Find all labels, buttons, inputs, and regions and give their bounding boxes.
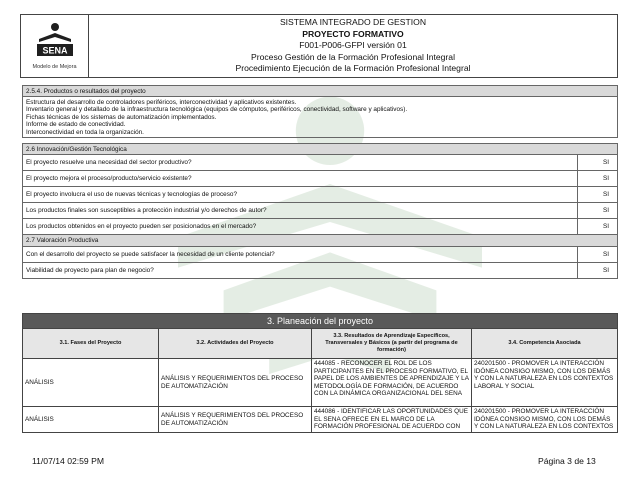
question-answer: SI [577, 155, 617, 170]
table-row [23, 406, 617, 432]
question-text: El proyecto involucra el uso de nuevas técnicas y tecnologías de proceso? [26, 191, 238, 198]
product-line: Interconectividad en toda la organización. [26, 128, 144, 136]
sena-logo-icon [35, 21, 75, 61]
section-innovation [22, 143, 618, 279]
cell-competence: 240201500 - PROMOVER LA INTERACCIÓN IDÓNEA CONSIGO MISMO, CON LOS DEMÁS Y CON LA NATURALEZA EN LOS CONTEXTOS LABORAL Y SOCIAL [471, 359, 617, 406]
cell-activity: ANÁLISIS Y REQUERIMIENTOS DEL PROCESO DE AUTOMATIZACIÓN [158, 359, 311, 406]
product-line: Inventario general y detallado de la infraestructura tecnológica (equipos de cómputos, periféricos, conectividad, software y aplicativos). [26, 106, 408, 114]
question-text: El proyecto resuelve una necesidad del sector productivo? [26, 159, 192, 166]
question-answer: SI [577, 203, 617, 218]
column-header-competence: 3.4. Competencia Asociada [471, 329, 617, 358]
question-text: Los productos obtenidos en el proyecto pueden ser posicionados en el mercado? [26, 223, 257, 230]
cell-result: 444086 - IDENTIFICAR LAS OPORTUNIDADES QUE EL SENA OFRECE EN EL MARCO DE LA FORMACIÓN PROFESIONAL DE ACUERDO CON [311, 407, 471, 432]
logo-cell [21, 15, 89, 77]
cell-phase: ANÁLISIS [25, 378, 54, 386]
cell-competence: 240201500 - PROMOVER LA INTERACCIÓN IDÓNEA CONSIGO MISMO, CON LOS DEMÁS Y CON LA NATURALEZA EN LOS CONTEXTOS [471, 407, 617, 432]
logo-caption: Modelo de Mejora [32, 64, 77, 70]
question-row [22, 171, 618, 187]
planning-table [22, 313, 618, 433]
section-heading-valuation: 2.7 Valoración Productiva [22, 235, 618, 247]
document-type: PROYECTO FORMATIVO [302, 28, 404, 39]
question-answer: SI [577, 247, 617, 262]
question-answer: SI [577, 263, 617, 278]
column-header-activities: 3.2. Actividades del Proyecto [158, 329, 311, 358]
planning-header-row [23, 328, 617, 358]
planning-title: 3. Planeación del proyecto [23, 314, 617, 328]
cell-activity: ANÁLISIS Y REQUERIMIENTOS DEL PROCESO DE AUTOMATIZACIÓN [158, 407, 311, 432]
question-row [22, 263, 618, 279]
question-answer: SI [577, 187, 617, 202]
question-text: Con el desarrollo del proyecto se puede satisfacer la necesidad de un cliente potencial? [26, 251, 275, 258]
question-row [22, 247, 618, 263]
product-line: Estructura del desarrollo de controladores periféricos, interconectividad y aplicativos existentes. [26, 99, 297, 106]
process-name: Proceso Gestión de la Formación Profesional Integral [251, 51, 455, 62]
product-line: Fichas técnicas de los sistemas de automatización implementados. [26, 113, 217, 121]
footer-page-number: Página 3 de 13 [538, 456, 596, 466]
question-text: Viabilidad de proyecto para plan de negocio? [26, 267, 154, 274]
document-header [20, 14, 618, 78]
products-list [22, 97, 618, 138]
question-row [22, 203, 618, 219]
section-products [22, 85, 618, 138]
system-title: SISTEMA INTEGRADO DE GESTION [279, 17, 427, 28]
column-header-results: 3.3. Resultados de Aprendizaje Específicos, Transversales y Básicos (a partir del programa de formación) [311, 329, 471, 358]
logo-text: SENA [41, 45, 68, 56]
product-line: Informe de estado de conectividad. [26, 121, 126, 129]
question-answer: SI [577, 219, 617, 234]
table-row [23, 358, 617, 406]
question-answer: SI [577, 171, 617, 186]
question-row [22, 219, 618, 235]
question-text: Los productos finales son susceptibles a protección industrial y/o derechos de autor? [26, 207, 267, 214]
header-titles [89, 15, 617, 77]
question-row [22, 155, 618, 171]
column-header-phases: 3.1. Fases del Proyecto [59, 340, 122, 346]
procedure-name: Procedimiento Ejecución de la Formación Profesional Integral [235, 63, 471, 74]
document-code: F001-P006-GFPI versión 01 [299, 40, 407, 51]
question-row [22, 187, 618, 203]
section-heading: 2.6 Innovación/Gestión Tecnológica [22, 143, 618, 155]
footer-timestamp: 11/07/14 02:59 PM [32, 456, 104, 466]
cell-phase: ANÁLISIS [25, 415, 54, 423]
cell-result: 444085 - RECONOCER EL ROL DE LOS PARTICIPANTES EN EL PROCESO FORMATIVO, EL PAPEL DE LOS AMBIENTES DE APRENDIZAJE Y LA METODOLOGÍA DE FORMACIÓN, DE ACUERDO CON LA DINÁMICA ORGANIZACIONAL DEL SENA [311, 359, 471, 406]
question-text: El proyecto mejora el proceso/producto/servicio existente? [26, 175, 192, 182]
section-heading: 2.5.4. Productos o resultados del proyecto [22, 85, 618, 97]
